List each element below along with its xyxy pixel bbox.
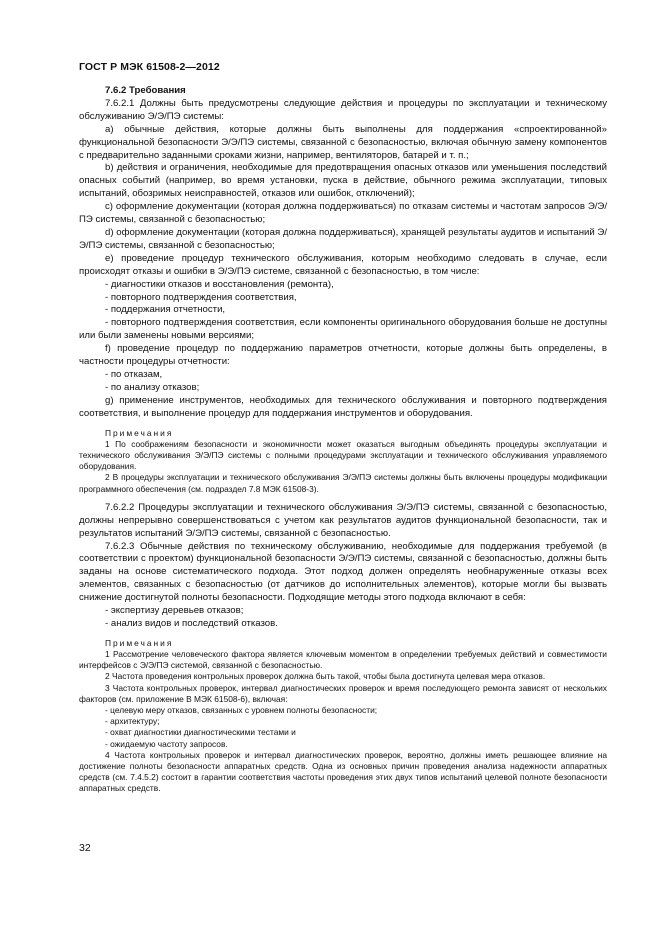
- item-b: b) действия и ограничения, необходимые для предотвращения опасных отказов или уменьшения последствий опасных событий (например, во время установки, пуска в действие, обычного режима эксплуатации, типовых испытаний, обозримых неисправностей, отказов или ошибок, отключений);: [79, 162, 607, 200]
- list-item: - поддержания отчетности,: [105, 304, 226, 316]
- item-f: f) проведение процедур по поддержанию параметров отчетности, которые должны быть определены, в частности процедуры отчетности:: [79, 343, 607, 368]
- notes-block-2: [79, 638, 607, 795]
- item-c: c) оформление документации (которая должна поддерживаться) по отказам системы и частотам запросов Э/Э/ПЭ системы, связанной с безопасностью;: [79, 201, 607, 226]
- list-item: - ожидаемую частоту запросов.: [105, 738, 228, 749]
- list-item: - повторного подтверждения соответствия,: [105, 291, 297, 303]
- note-item: 2 Частота проведения контрольных проверок должна быть такой, чтобы была достигнута целевая мера отказов.: [105, 671, 546, 682]
- note-item: 1 Рассмотрение человеческого фактора является ключевым моментом в определении требуемых действий и совместимости интерфейсов с Э/Э/ПЭ системой, связанной с безопасностью.: [79, 649, 607, 671]
- clause-7-6-2-3: 7.6.2.3 Обычные действия по техническому обслуживанию, необходимые для поддержания требуемой (в соответствии с проектом) функциональной безопасности Э/Э/ПЭ системы, связанной с безопасностью, должны быть заданы на основе систематического подхода. Этот подход должен определять необнаруженные отказы всех элементов, связанных с безопасностью (от датчиков до исполнительных элементов), которые могли бы вызвать снижение достигнутой полноты безопасности. Подходящие методы этого подхода включают в себя:: [79, 540, 607, 604]
- note-item: 4 Частота контрольных проверок и интервал диагностических проверок, вероятно, должны иметь решающее влияние на достижение полноты безопасности аппаратных средств. Одна из основных причин проведения анализа надежности аппаратных средств (см. 7.4.5.2) состоит в гарантии соответствия частоты проведения этих двух типов испытаний целевой полноте безопасности аппаратных средств.: [79, 749, 607, 794]
- list-item: - целевую меру отказов, связанных с уровнем полноты безопасности;: [105, 705, 378, 716]
- item-g: g) применение инструментов, необходимых для технического обслуживания и повторного подтверждения соответствия, и выполнение процедур для поддержания инструментов и оборудования.: [79, 394, 607, 419]
- note-item: 3 Частота контрольных проверок, интервал диагностических проверок и время последующего ремонта зависят от нескольких факторов (см. приложение B МЭК 61508-6), включая:: [79, 682, 607, 704]
- notes-heading: Примечания: [105, 427, 174, 438]
- document-body: [79, 85, 607, 795]
- clause-7-6-2-2: 7.6.2.2 Процедуры эксплуатации и технического обслуживания Э/Э/ПЭ системы, связанной с безопасностью, должны непрерывно совершенствоваться с учетом как результатов аудитов функциональной безопасности, так и результатов испытаний Э/Э/ПЭ системы, связанной с безопасностью.: [79, 501, 607, 539]
- document-header: ГОСТ Р МЭК 61508-2—2012: [79, 61, 220, 73]
- note-item: 1 По соображениям безопасности и экономичности может оказаться выгодным объединять процедуры эксплуатации и технического обслуживания Э/Э/ПЭ системы с полными процедурами эксплуатации и технического обслуживания управляемого оборудования.: [79, 438, 607, 472]
- note-item: 2 В процедуры эксплуатации и технического обслуживания Э/Э/ПЭ системы должны быть включены процедуры модификации программного обеспечения (см. подраздел 7.8 МЭК 61508-3).: [79, 472, 607, 494]
- list-item: - по анализу отказов;: [105, 381, 200, 393]
- section-heading: 7.6.2 Требования: [105, 85, 186, 96]
- item-d: d) оформление документации (которая должна поддерживаться), хранящей результаты аудитов и испытаний Э/Э/ПЭ системы, связанной с безопасностью;: [79, 226, 607, 251]
- item-a: a) обычные действия, которые должны быть выполнены для поддержания «спроектированной» функциональной безопасности Э/Э/ПЭ системы, связанной с безопасностью, включая обычную замену компонентов с предварительно заданными сроками жизни, например, вентиляторов, батарей и т. п.;: [79, 123, 607, 161]
- list-item: - анализ видов и последствий отказов.: [105, 617, 278, 629]
- list-item: - по отказам,: [105, 368, 163, 380]
- list-item: - охват диагностики диагностическими тестами и: [105, 727, 296, 738]
- list-item: - экспертизу деревьев отказов;: [105, 605, 244, 617]
- clause-7-6-2-1: 7.6.2.1 Должны быть предусмотрены следующие действия и процедуры по эксплуатации и техническому обслуживанию Э/Э/ПЭ системы:: [79, 97, 607, 122]
- list-item: - диагностики отказов и восстановления (ремонта),: [105, 278, 334, 290]
- page-number: 32: [79, 842, 91, 854]
- notes-block-1: [79, 428, 607, 495]
- notes-heading: Примечания: [105, 637, 174, 648]
- item-e: e) проведение процедур технического обслуживания, которым необходимо следовать в случае, если происходят отказы и ошибки в Э/Э/ПЭ системе, связанной с безопасностью, в том числе:: [79, 252, 607, 277]
- list-item: - повторного подтверждения соответствия, если компоненты оригинального оборудования больше не доступны или были заменены новыми версиями;: [79, 317, 607, 342]
- list-item: - архитектуру;: [105, 716, 160, 727]
